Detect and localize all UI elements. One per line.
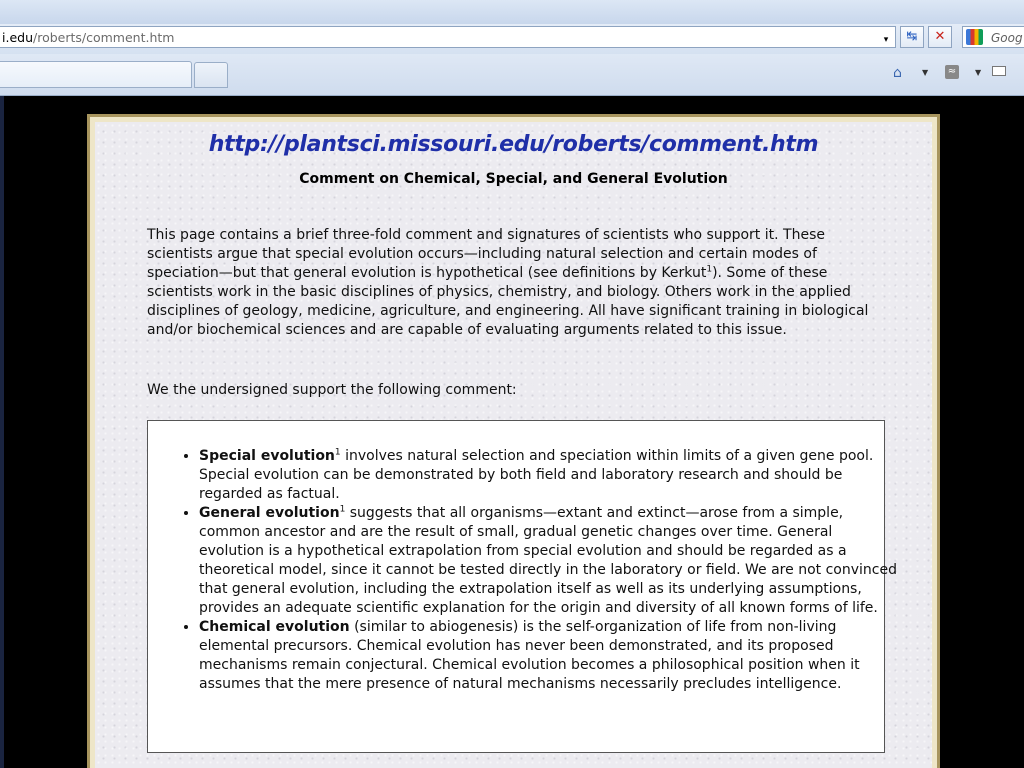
mail-icon[interactable] — [992, 66, 1006, 76]
refresh-icon: ↹ — [906, 29, 918, 44]
comment-list — [180, 447, 899, 694]
list-item-text: involves natural selection and speciation within limits of a given gene pool. Special evolution can be demonstrated by both field and laboratory research and should be regarded as factual. — [199, 448, 874, 502]
list-item-text: suggests that all organisms—extant and extinct—arose from a simple, common ancestor and are the result of small, gradual genetic changes over time. General evolution is a hypothetical extrapolation from special evolution and should be regarded as a theoretical model, since it cannot be tested directly in the laboratory or field. We are not convinced that general evolution, including the extrapolation itself as well as its underlying assumptions, provides an adequate scientific explanation for the origin and diversity of all known forms of life. — [199, 505, 897, 616]
term-special-evolution: Special evolution — [199, 448, 335, 464]
comment-box — [147, 420, 897, 753]
tab-active[interactable] — [0, 61, 192, 88]
intro-text: This page contains a brief three-fold comment and signatures of scientists who support it. These scientists argue that special evolution occurs—including natural selection and certain modes of speciation—but that general evolution is hypothetical (see definitions by Kerkut — [147, 227, 825, 281]
lead-sentence: We the undersigned support the following comment: — [147, 382, 517, 398]
search-input[interactable] — [962, 26, 1024, 48]
page-viewport — [0, 96, 1024, 768]
refresh-button[interactable] — [900, 26, 924, 48]
stop-icon: ✕ — [934, 29, 946, 44]
list-item — [199, 618, 899, 694]
footnote-marker: 1 — [334, 447, 341, 458]
term-general-evolution: General evolution — [199, 505, 340, 521]
new-tab-button[interactable] — [194, 62, 228, 88]
page-frame — [87, 114, 940, 768]
page-content — [95, 122, 932, 768]
page-title: Comment on Chemical, Special, and General Evolution — [299, 171, 728, 187]
term-chemical-evolution: Chemical evolution — [199, 619, 350, 635]
footnote-marker: 1 — [706, 264, 713, 275]
feeds-dropdown-icon[interactable]: ▼ — [975, 68, 982, 77]
feeds-icon[interactable]: ≈ — [945, 65, 959, 79]
tab-bar — [0, 54, 1024, 96]
address-domain: i.edu — [2, 30, 33, 45]
intro-paragraph — [147, 226, 887, 340]
home-icon[interactable]: ⌂ — [893, 65, 902, 81]
stop-button[interactable] — [928, 26, 952, 48]
browser-title-bar — [0, 0, 1024, 24]
address-url[interactable] — [2, 30, 174, 46]
address-bar[interactable] — [0, 26, 896, 48]
list-item — [199, 447, 899, 504]
window-edge — [0, 96, 4, 768]
address-toolbar — [0, 24, 1024, 54]
home-dropdown-icon[interactable]: ▼ — [922, 68, 929, 77]
search-placeholder: Goog — [991, 31, 1023, 45]
footnote-marker: 1 — [339, 504, 346, 515]
list-item-text: (similar to abiogenesis) is the self-organization of life from non-living elemental precursors. Chemical evolution has never been demonstrated, and its proposed mechanisms remain conjectural. Chemical evolution becomes a philosophical position when it assumes that the mere presence of natural mechanisms necessarily precludes intelligence. — [199, 619, 860, 692]
intro-text-cont: ). Some of these scientists work in the basic disciplines of physics, chemistry, and biology. Others work in the applied disciplines of geology, medicine, agriculture, and engineering. All have significant training in biological and/or biochemical sciences and are capable of evaluating arguments related to this issue. — [147, 265, 869, 338]
address-path: /roberts/comment.htm — [33, 30, 175, 45]
google-icon — [966, 29, 983, 45]
list-item — [199, 504, 899, 618]
address-dropdown-icon[interactable]: ▾ — [883, 35, 889, 45]
page-url-heading: http://plantsci.missouri.edu/roberts/comment.htm — [208, 132, 819, 157]
